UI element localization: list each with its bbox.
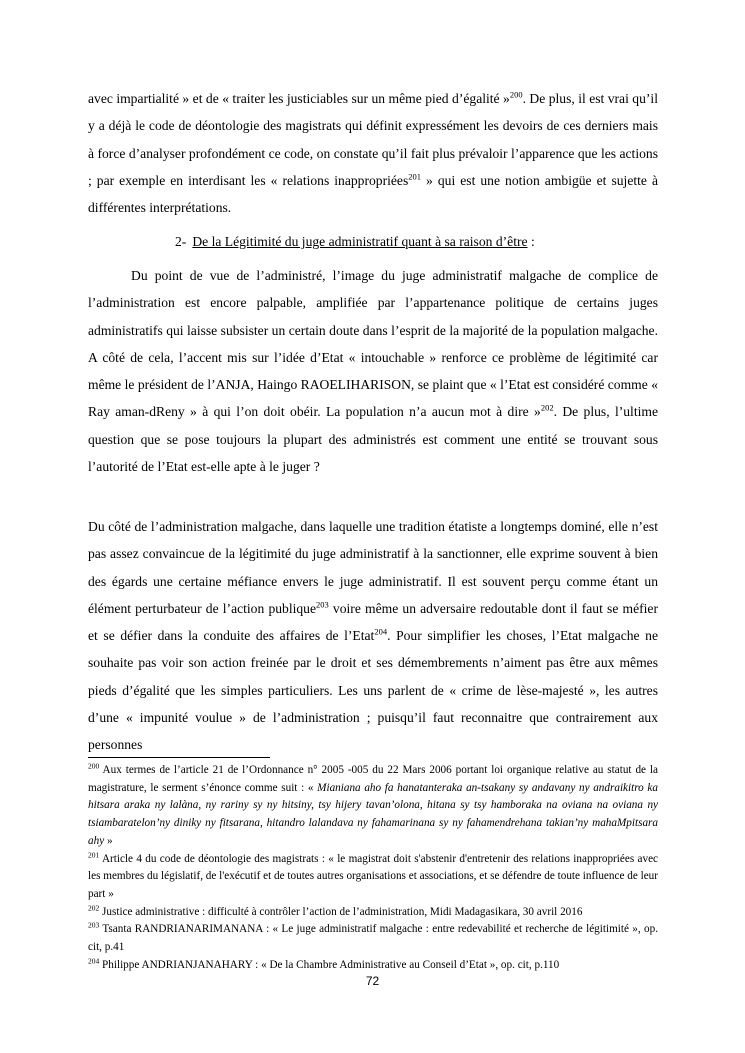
footnote-text: Justice administrative : difficulté à contrôler l’action de l’administration, Midi Madagasikara, 30 avril 2016 <box>99 905 583 918</box>
footnote-number: 200 <box>88 761 100 771</box>
footnote-text: Tsanta RANDRIANARIMANANA : « Le juge administratif malgache : entre redevabilité et recherche de légitimité », op. cit, p.41 <box>88 923 658 954</box>
section-heading <box>175 228 535 255</box>
footnote-number: 202 <box>88 902 100 912</box>
footnote-201 <box>88 851 658 904</box>
footnote-quote-italic: Mianiana aho fa hanatanteraka an-tsakany sy andavany ny andraikitro ka hitsara araka ny lalàna, ny rariny sy ny hitsiny, tsy hijery tavan’olona, hitana sy tsy hamboraka na oviana na oviana ny tsiambaratelon’ny diniky ny fitsarana, hitandro lalandava ny fahamarinana sy ny fahamendrehana takian’ny mahaMpitsara ahy <box>88 781 658 847</box>
footnote-text: Philippe ANDRIANJANAHARY : « De la Chambre Administrative au Conseil d’Etat », op. cit, p.110 <box>99 958 560 971</box>
paragraph-1 <box>88 85 658 221</box>
paragraph-2-text-a: Du point de vue de l’administré, l’image du juge administratif malgache de complice de l’administration est encore palpable, amplifiée par l’appartenance politique de certains juges administratifs qui laisse subsister un certain doute dans l’esprit de la majorité de la population malgache. A côté de cela, l’accent mis sur l’idée d’Etat « intouchable » renforce ce problème de légitimité car même le président de l’ANJA, Haingo RAOELIHARISON, se plaint que « l’Etat est considéré comme « Ray aman-dReny » à qui l’on doit obéir. La population n’a aucun mot à dire » <box>88 268 658 420</box>
footnote-number: 204 <box>88 956 100 965</box>
footnote-200 <box>88 762 658 851</box>
footnote-ref-202: 202 <box>540 402 554 413</box>
paragraph-1-text-b: . De plus, il est vrai qu’il y a déjà le code de déontologie des magistrats qui définit expressément les devoirs de ces derniers mais à force d’analyser profondément ce code, on constate qu’il fait plus prévaloir l’apparence que les actions ; par exemple en interdisant les « relations inappropriées <box>88 91 658 188</box>
section-heading-number: 2- <box>175 234 187 249</box>
footnote-ref-204: 204 <box>374 626 388 637</box>
paragraph-3-text-b: voire même un adversaire redoutable dont il faut se méfier et se défier dans la conduite des affaires de l’Etat <box>88 600 658 644</box>
footnote-ref-203: 203 <box>316 599 329 610</box>
footnote-text-end: » <box>104 834 113 847</box>
footnotes <box>88 762 658 974</box>
footnote-separator <box>88 757 270 758</box>
footnote-202 <box>88 904 658 922</box>
paragraph-1-text-c: » qui est une notion ambigüe et sujette à différentes interprétations. <box>88 172 658 216</box>
page-number: 72 <box>365 974 380 988</box>
paragraph-1-text-a: avec impartialité » et de « traiter les justiciables sur un même pied d’égalité » <box>88 91 510 106</box>
footnote-number: 203 <box>88 920 100 930</box>
footnote-ref-200: 200 <box>509 89 523 100</box>
footnote-ref-201: 201 <box>408 171 422 182</box>
footnote-204 <box>88 957 658 975</box>
footnote-number: 201 <box>88 849 100 859</box>
paragraph-3-text-a: Du côté de l’administration malgache, dans laquelle une tradition étatiste a longtemps dominé, elle n’est pas assez convaincue de la légitimité du juge administratif à la sanctionner, elle exprime souvent à bien des égards une certaine méfiance envers le juge administratif. Il est souvent perçu comme étant un élément perturbateur de l’action publique <box>88 519 658 616</box>
paragraph-3 <box>88 513 658 759</box>
section-heading-title: De la Légitimité du juge administratif quant à sa raison d’être <box>192 234 528 249</box>
paragraph-2 <box>88 262 658 480</box>
footnote-text: Aux termes de l’article 21 de l’Ordonnance n° 2005 -005 du 22 Mars 2006 portant loi organique relative au statut de la magistrature, le serment s’énonce comme suit : « <box>88 764 658 794</box>
paragraph-2-text-b: . De plus, l’ultime question que se pose toujours la plupart des administrés est comment une entité se trouvant sous l’autorité de l’Etat est-elle apte à le juger ? <box>88 404 658 475</box>
paragraph-3-text-c: . Pour simplifier les choses, l’Etat malgache ne souhaite pas voir son action freinée par le droit et ses démembrements n’aiment pas être aux mêmes pieds d’égalité que les simples particuliers. Les uns parlent de « crime de lèse-majesté », les autres d’une « impunité voulue » de l’administration ; puisqu’il faut reconnaitre que contrairement aux personnes <box>88 628 658 753</box>
footnote-203 <box>88 921 658 956</box>
footnote-text: Article 4 du code de déontologie des magistrats : « le magistrat doit s'abstenir d'entretenir des relations inappropriées avec les membres du législatif, de l'exécutif et de toutes autres organisations et associations, et se défendre de toute influence de leur part » <box>88 852 658 900</box>
section-heading-suffix: : <box>527 234 535 249</box>
